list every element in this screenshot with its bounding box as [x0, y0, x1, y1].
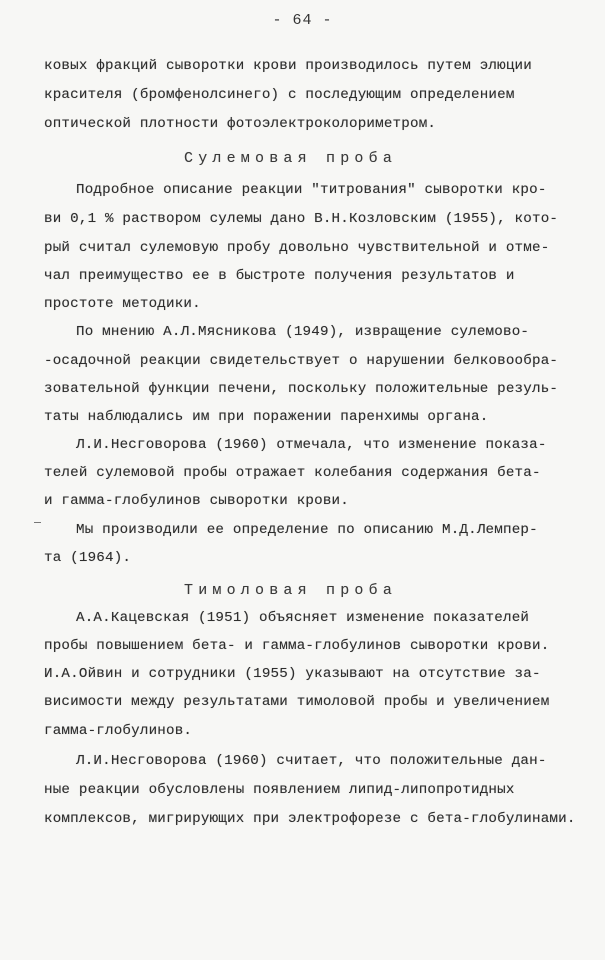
text-line: пробы повышением бета- и гамма-глобулинов сыворотки крови.: [44, 638, 550, 654]
text-line: Мы производили ее определение по описанию М.Д.Лемпер-: [76, 522, 538, 538]
section-heading: Тимоловая проба: [184, 582, 398, 599]
text-line: Л.И.Несговорова (1960) отмечала, что изменение показа-: [76, 437, 547, 453]
text-line: ные реакции обусловлены появлением липид-липопротидных: [44, 782, 515, 798]
text-line: оптической плотности фотоэлектроколориметром.: [44, 116, 437, 132]
text-line: красителя (бромфенолсинего) с последующим определением: [44, 87, 515, 103]
text-line: та (1964).: [44, 550, 132, 566]
text-line: зовательной функции печени, поскольку положительные резуль-: [44, 381, 559, 397]
text-line: таты наблюдались им при поражении паренхимы органа.: [44, 409, 489, 425]
text-line: ви 0,1 % раствором сулемы дано В.Н.Козловским (1955), кото-: [44, 211, 559, 227]
text-line: А.А.Кацевская (1951) объясняет изменение показателей: [76, 610, 530, 626]
text-line: телей сулемовой пробы отражает колебания содержания бета-: [44, 465, 541, 481]
text-line: Подробное описание реакции "титрования" сыворотки кро-: [76, 182, 547, 198]
text-line: И.А.Ойвин и сотрудники (1955) указывают на отсутствие за-: [44, 666, 541, 682]
text-line: По мнению А.Л.Мясникова (1949), извращение сулемово-: [76, 324, 530, 340]
text-line: гамма-глобулинов.: [44, 723, 193, 739]
text-line: -осадочной реакции свидетельствует о нарушении белковообра-: [44, 353, 559, 369]
text-line: чал преимущество ее в быстроте получения результатов и: [44, 268, 515, 284]
margin-mark: [34, 522, 41, 523]
text-line: ковых фракций сыворотки крови производилось путем элюции: [44, 58, 532, 74]
text-line: и гамма-глобулинов сыворотки крови.: [44, 493, 349, 509]
text-line: комплексов, мигрирующих при электрофорезе с бета-глобулинами.: [44, 811, 576, 827]
section-heading: Сулемовая проба: [184, 150, 398, 167]
text-line: висимости между результатами тимоловой пробы и увеличением: [44, 694, 550, 710]
text-line: Л.И.Несговорова (1960) считает, что положительные дан-: [76, 753, 547, 769]
page-number: - 64 -: [272, 12, 333, 29]
text-line: простоте методики.: [44, 296, 201, 312]
text-line: рый считал сулемовую пробу довольно чувствительной и отме-: [44, 240, 550, 256]
